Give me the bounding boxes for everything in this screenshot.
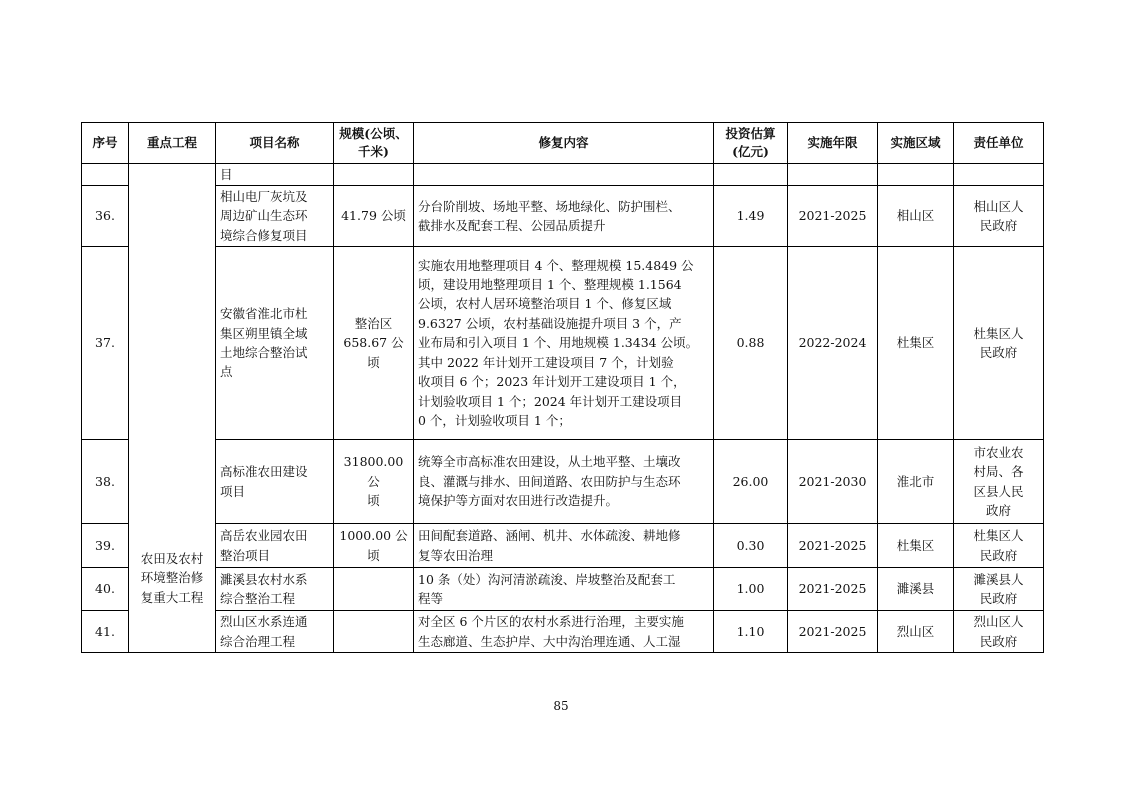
row-investment: 1.10 [714,611,788,653]
row-region: 相山区 [878,186,954,247]
table-row-continued [82,164,1044,186]
row-content: 实施农用地整理项目 4 个、整理规模 15.4849 公 顷，建设用地整理项目 1 个、整理规模 1.1564 公顷，农村人居环境整治项目 1 个、修复区域 9.6327 公顷，农村基础设施提升项目 3 个，产 业布局和引入项目 1 个、用地规模 1.3434 公顷。 其中 2022 年计划开工建设项目 7 个，计划验 收项目 6 个；2023 年计划开工建设项目 1 个， 计划验收项目 1 个；2024 年计划开工建设项目 0 个，计划验收项目 1 个； [414,247,714,440]
table-row [82,611,1044,653]
row-years: 2022-2024 [788,247,878,440]
row-investment: 26.00 [714,440,788,524]
row-unit: 烈山区人 民政府 [954,611,1044,653]
row-unit: 市农业农 村局、各 区县人民 政府 [954,440,1044,524]
row-no: 39. [82,524,129,568]
row-unit: 濉溪县人 民政府 [954,568,1044,611]
col-header-investment: 投资估算 (亿元) [714,123,788,164]
row-scale [334,568,414,611]
row-investment: 0.88 [714,247,788,440]
row-region: 烈山区 [878,611,954,653]
row-scale: 41.79 公顷 [334,186,414,247]
table-row [82,186,1044,247]
table-row [82,247,1044,440]
row-project-name: 烈山区水系连通 综合治理工程 [216,611,334,653]
continued-name: 目 [216,164,334,186]
header-row [82,123,1044,164]
row-project-name: 高岳农业园农田 整治项目 [216,524,334,568]
row-unit: 杜集区人 民政府 [954,247,1044,440]
row-content: 10 条（处）沟河清淤疏浚、岸坡整治及配套工 程等 [414,568,714,611]
page-number: 85 [553,699,569,713]
row-unit: 相山区人 民政府 [954,186,1044,247]
row-region: 杜集区 [878,524,954,568]
col-header-project-name: 项目名称 [216,123,334,164]
row-investment: 1.49 [714,186,788,247]
col-header-key-project: 重点工程 [129,123,216,164]
row-investment: 1.00 [714,568,788,611]
row-content: 统筹全市高标准农田建设，从土地平整、土壤改 良、灌溉与排水、田间道路、农田防护与生态环 境保护等方面对农田进行改造提升。 [414,440,714,524]
row-scale: 31800.00 公 顷 [334,440,414,524]
row-years: 2021-2025 [788,568,878,611]
row-region: 淮北市 [878,440,954,524]
row-region: 杜集区 [878,247,954,440]
row-content: 田间配套道路、涵闸、机井、水体疏浚、耕地修 复等农田治理 [414,524,714,568]
row-content: 对全区 6 个片区的农村水系进行治理，主要实施 生态廊道、生态护岸、大中沟治理连通、人工湿 [414,611,714,653]
row-no: 36. [82,186,129,247]
row-scale [334,611,414,653]
group-cell [129,164,216,653]
row-unit: 杜集区人 民政府 [954,524,1044,568]
project-table [81,122,1044,653]
row-no: 38. [82,440,129,524]
row-no: 40. [82,568,129,611]
col-header-scale: 规模(公顷、 千米) [334,123,414,164]
col-header-region: 实施区域 [878,123,954,164]
row-years: 2021-2025 [788,524,878,568]
row-no: 37. [82,247,129,440]
row-project-name: 安徽省淮北市杜 集区朔里镇全域 土地综合整治试 点 [216,247,334,440]
row-content: 分台阶削坡、场地平整、场地绿化、防护围栏、 截排水及配套工程、公园品质提升 [414,186,714,247]
row-project-name: 濉溪县农村水系 综合整治工程 [216,568,334,611]
group-label: 农田及农村 环境整治修 复重大工程 [140,550,204,605]
row-project-name: 高标准农田建设 项目 [216,440,334,524]
row-investment: 0.30 [714,524,788,568]
row-region: 濉溪县 [878,568,954,611]
row-years: 2021-2025 [788,611,878,653]
table-row [82,568,1044,611]
row-years: 2021-2030 [788,440,878,524]
col-header-unit: 责任单位 [954,123,1044,164]
row-scale: 整治区 658.67 公顷 [334,247,414,440]
row-project-name: 相山电厂灰坑及 周边矿山生态环 境综合修复项目 [216,186,334,247]
row-scale: 1000.00 公 顷 [334,524,414,568]
col-header-content: 修复内容 [414,123,714,164]
table-row [82,440,1044,524]
table-row [82,524,1044,568]
col-header-no: 序号 [82,123,129,164]
row-years: 2021-2025 [788,186,878,247]
col-header-years: 实施年限 [788,123,878,164]
row-no: 41. [82,611,129,653]
